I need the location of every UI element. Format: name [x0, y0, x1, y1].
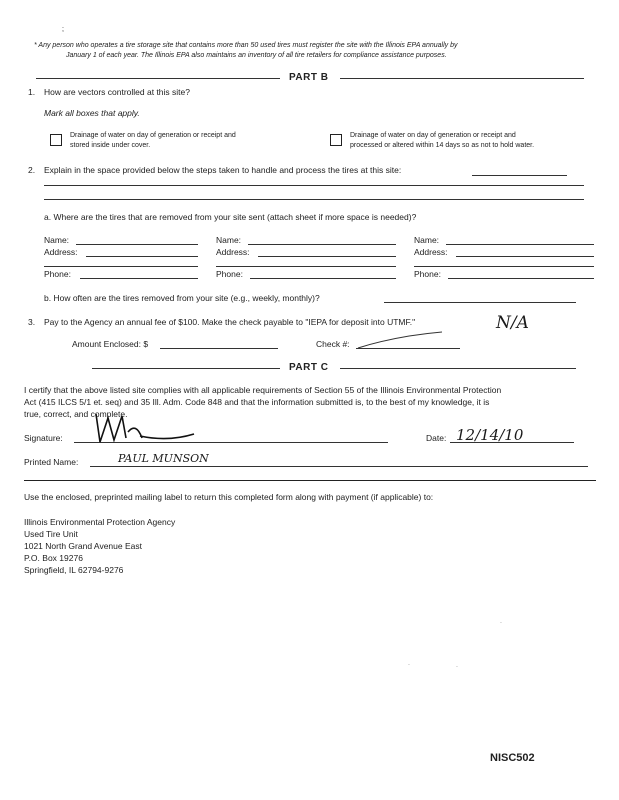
cert-line2: Act (415 ILCS 5/1 et. seq) and 35 Ill. Adm. Code 848 and that the information submitted is, to the best of my knowledge, it is — [24, 397, 490, 407]
q3-handwritten-na: N/A — [496, 313, 529, 333]
col1-name-label: Name: — [44, 235, 70, 245]
scan-speck-3: . — [456, 662, 458, 669]
vector-option2-line2: processed or altered within 14 days so as not to hold water. — [350, 142, 535, 149]
vector-option2-line1: Drainage of water on day of generation or receipt and — [350, 132, 516, 139]
col1-address-label: Address: — [44, 247, 78, 257]
q2-answer-line-0[interactable] — [472, 175, 567, 176]
col3-name-line[interactable] — [446, 244, 594, 245]
handwritten-signature — [88, 408, 198, 448]
printed-name-label: Printed Name: — [24, 457, 79, 467]
date-label: Date: — [426, 433, 447, 443]
amount-enclosed-label: Amount Enclosed: $ — [72, 339, 149, 349]
signature-label: Signature: — [24, 433, 63, 443]
vector-option1-checkbox[interactable] — [50, 134, 62, 146]
mailing-address-line-4: Springfield, IL 62794-9276 — [24, 565, 124, 575]
col3-address-label: Address: — [414, 247, 448, 257]
col3-address-line2[interactable] — [414, 266, 594, 267]
scan-speck-2: . — [408, 660, 410, 667]
header-note-line1: * Any person who operates a tire storage site that contains more than 50 used tires must register the site with the Illinois EPA annually by — [34, 42, 458, 49]
cert-line1: I certify that the above listed site complies with all applicable requirements of Section 55 of the Illinois Environmental Protection — [24, 385, 502, 395]
q2b-answer-line[interactable] — [384, 302, 576, 303]
q1-text: How are vectors controlled at this site? — [44, 87, 190, 97]
vector-option1-line1: Drainage of water on day of generation or receipt and — [70, 132, 236, 139]
part-b-rule-left — [36, 78, 280, 79]
col1-phone-label: Phone: — [44, 269, 71, 279]
mailing-address-line-2: 1021 North Grand Avenue East — [24, 541, 142, 551]
stray-mark: ; — [62, 26, 64, 33]
q2-text: Explain in the space provided below the steps taken to handle and process the tires at this site: — [44, 165, 402, 175]
mailing-instruction: Use the enclosed, preprinted mailing label to return this completed form along with payment (if applicable) to: — [24, 492, 434, 502]
scan-speck-1: . — [500, 618, 502, 625]
section-divider — [24, 480, 596, 481]
col2-phone-line[interactable] — [250, 278, 396, 279]
col2-address-line[interactable] — [258, 256, 396, 257]
col2-address-line2[interactable] — [216, 266, 396, 267]
mailing-address-line-3: P.O. Box 19276 — [24, 553, 83, 563]
col2-name-line[interactable] — [248, 244, 396, 245]
check-scribble-mark — [356, 328, 446, 352]
q2a-text: a. Where are the tires that are removed from your site sent (attach sheet if more space is needed)? — [44, 212, 417, 222]
col1-address-line2[interactable] — [44, 266, 198, 267]
vector-option1-line2: stored inside under cover. — [70, 142, 151, 149]
printed-name-handwritten: PAUL MUNSON — [118, 452, 209, 465]
col3-phone-line[interactable] — [448, 278, 594, 279]
header-note-line2: January 1 of each year. The Illinois EPA also maintains an inventory of all tire retailers for compliance assistance purposes. — [66, 52, 447, 59]
col2-name-label: Name: — [216, 235, 242, 245]
part-c-rule-right — [340, 368, 576, 369]
q1-instruction: Mark all boxes that apply. — [44, 108, 140, 118]
printed-name-line[interactable] — [90, 466, 588, 467]
mailing-address-line-1: Used Tire Unit — [24, 529, 78, 539]
q2-answer-line-2[interactable] — [44, 199, 584, 200]
part-b-rule-right — [340, 78, 584, 79]
col1-address-line[interactable] — [86, 256, 198, 257]
vector-option2-checkbox[interactable] — [330, 134, 342, 146]
col3-phone-label: Phone: — [414, 269, 441, 279]
q1-number: 1. — [28, 87, 36, 97]
col1-phone-line[interactable] — [80, 278, 198, 279]
q3-text: Pay to the Agency an annual fee of $100. Make the check payable to "IEPA for deposit into UTMF." — [44, 317, 416, 327]
mailing-address-line-0: Illinois Environmental Protection Agency — [24, 517, 176, 527]
col2-address-label: Address: — [216, 247, 250, 257]
cert-line3: true, correct, and complete. — [24, 409, 128, 419]
col3-address-line[interactable] — [456, 256, 594, 257]
amount-enclosed-line[interactable] — [160, 348, 278, 349]
col1-name-line[interactable] — [76, 244, 198, 245]
part-b-title: PART B — [289, 72, 329, 83]
part-c-rule-left — [92, 368, 280, 369]
q2-number: 2. — [28, 165, 36, 175]
q3-number: 3. — [28, 317, 36, 327]
col2-phone-label: Phone: — [216, 269, 243, 279]
date-handwritten: 12/14/10 — [456, 426, 524, 444]
col3-name-label: Name: — [414, 235, 440, 245]
q2b-text: b. How often are the tires removed from your site (e.g., weekly, monthly)? — [44, 293, 320, 303]
part-c-title: PART C — [289, 362, 329, 373]
check-number-label: Check #: — [316, 339, 350, 349]
q2-answer-line-1[interactable] — [44, 185, 584, 186]
form-code: NISC502 — [490, 752, 535, 764]
